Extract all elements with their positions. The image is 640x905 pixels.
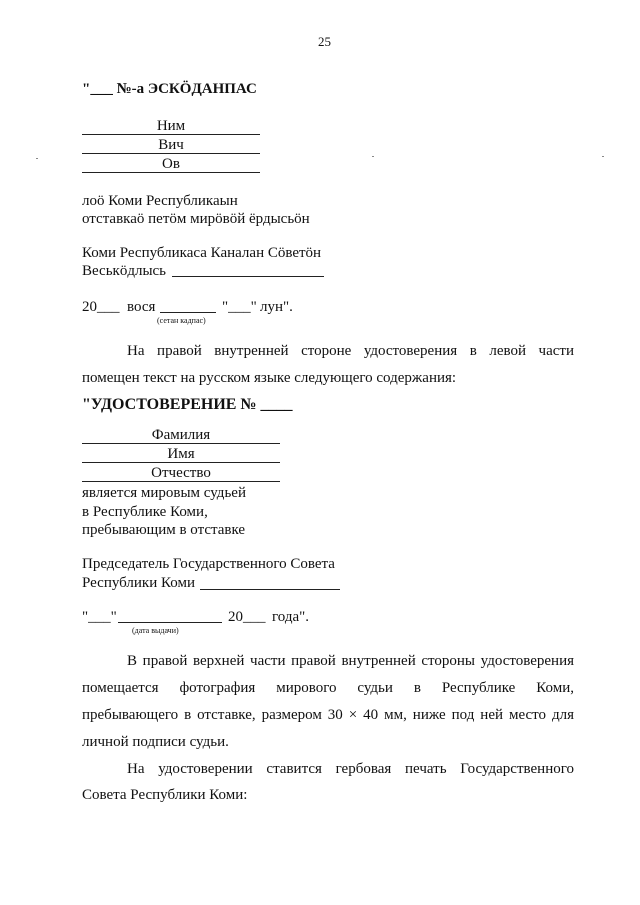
ru-date-word-year: года".: [272, 609, 310, 625]
ru-date-year: 20___: [228, 609, 266, 625]
komi-date-day: "___": [222, 299, 257, 315]
ru-field-patronymic-line: [82, 481, 280, 482]
scan-speck: [602, 156, 604, 157]
ru-sign-line2: Республики Коми: [82, 575, 195, 591]
para3-line1: На удостоверении ставится гербовая печать Государственного: [127, 761, 574, 777]
ru-date-caption: (дата выдачи): [132, 626, 179, 635]
komi-date-word-year: вося: [127, 299, 156, 315]
komi-date-word-day: лун".: [260, 299, 293, 315]
komi-desc-line1: лоӧ Коми Республикаын: [82, 193, 238, 209]
komi-heading: "___ №-а ЭСКӦДАНПАС: [82, 81, 257, 97]
ru-heading: "УДОСТОВЕРЕНИЕ № ____: [82, 396, 293, 413]
ru-date-month-line: [118, 622, 222, 623]
ru-field-name-line: [82, 462, 280, 463]
komi-field-name: Ним: [156, 118, 186, 134]
ru-desc-line3: пребывающим в отставке: [82, 522, 246, 538]
scan-speck: [372, 156, 374, 157]
komi-field-patronymic-line: [82, 153, 260, 154]
komi-sign-line2: Веськӧдлысь: [82, 263, 167, 279]
komi-field-name-line: [82, 134, 260, 135]
ru-field-surname-line: [82, 443, 280, 444]
ru-date-day: "___": [82, 609, 117, 625]
ru-desc-line1: является мировым судьей: [82, 485, 246, 501]
para2-line4: личной подписи судьи.: [82, 734, 229, 750]
para3-line2: Совета Республики Коми:: [82, 787, 248, 803]
para2-line2: помещается фотография мирового судьи в Республике Коми,: [82, 680, 574, 696]
komi-desc-line2: отставкаӧ петӧм мирӧвӧй ёрдысьӧн: [82, 211, 310, 227]
para1-line1: На правой внутренней стороне удостоверения в левой части: [127, 343, 574, 359]
komi-date-year: 20___: [82, 299, 120, 315]
komi-field-surname-line: [82, 172, 260, 173]
komi-date-month-line: [160, 312, 216, 313]
komi-signature-line: [172, 276, 324, 277]
ru-sign-line1: Председатель Государственного Совета: [82, 556, 335, 572]
para1-line2: помещен текст на русском языке следующего содержания:: [82, 370, 457, 386]
para2-line3: пребывающего в отставке, размером 30 × 40 мм, ниже под ней место для: [82, 707, 574, 723]
ru-desc-line2: в Республике Коми,: [82, 504, 208, 520]
para2-line1: В правой верхней части правой внутренней стороны удостоверения: [127, 653, 574, 669]
komi-field-surname: Ов: [162, 156, 180, 172]
ru-field-patronymic: Отчество: [151, 465, 211, 481]
komi-date-caption: (сетан кадпас): [157, 316, 206, 325]
ru-signature-line: [200, 589, 340, 590]
scan-speck: [36, 158, 38, 159]
komi-sign-line1: Коми Республикаса Каналан Сӧветӧн: [82, 245, 322, 261]
ru-field-name: Имя: [167, 446, 195, 462]
page-number: 25: [318, 34, 331, 49]
komi-field-patronymic: Вич: [158, 137, 184, 153]
ru-field-surname: Фамилия: [151, 427, 211, 443]
